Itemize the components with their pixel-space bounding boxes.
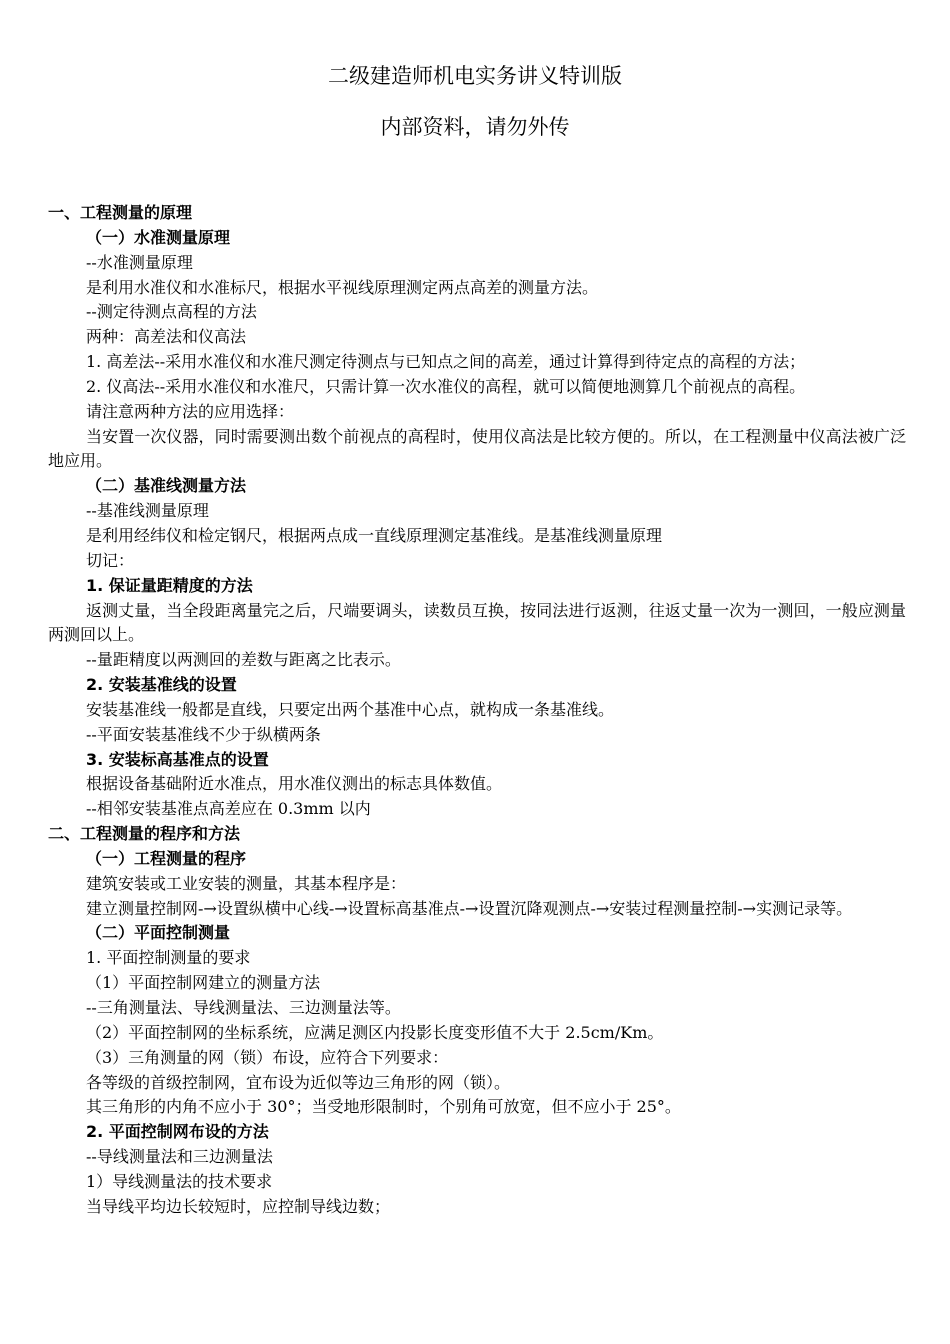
- paragraph-line: 建筑安装或工业安装的测量，其基本程序是：: [86, 873, 407, 893]
- document-body: [48, 201, 906, 1220]
- paragraph-line: --导线测量法和三边测量法: [86, 1147, 273, 1167]
- paragraph-line: 请注意两种方法的应用选择：: [86, 401, 295, 421]
- paragraph-line: 当导线平均边长较短时，应控制导线边数；: [86, 1196, 391, 1216]
- paragraph-line: --三角测量法、导线测量法、三边测量法等。: [86, 998, 401, 1017]
- paragraph-line: 其三角形的内角不应小于 30°；当受地形限制时，个别角可放宽，但不应小于 25°。: [86, 1097, 681, 1117]
- paragraph-line: 是利用水准仪和水准标尺，根据水平视线原理测定两点高差的测量方法。: [86, 277, 599, 297]
- section-heading: 二、工程测量的程序和方法: [48, 824, 241, 844]
- paragraph-line: --量距精度以两测回的差数与距离之比表示。: [86, 650, 401, 670]
- paragraph-line: 是利用经纬仪和检定钢尺，根据两点成一直线原理测定基准线。是基准线测量原理: [86, 525, 663, 545]
- subsection-heading: 1. 保证量距精度的方法: [86, 575, 253, 595]
- paragraph-line: （1）平面控制网建立的测量方法: [86, 973, 321, 993]
- paragraph: 1. 高差法--采用水准仪和水准尺测定待测点与已知点之间的高差，通过计算得到待定点的高程的方法；: [86, 352, 806, 372]
- paragraph-line: 1）导线测量法的技术要求: [86, 1171, 273, 1191]
- paragraph-line: （2）平面控制网的坐标系统，应满足测区内投影长度变形值不大于 2.5cm/Km。: [86, 1022, 664, 1042]
- paragraph-line: 1. 平面控制测量的要求: [86, 948, 251, 968]
- paragraph-line: 切记：: [86, 550, 135, 570]
- subsection-heading: （一）工程测量的程序: [86, 848, 247, 868]
- paragraph-line: 两种：高差法和仪高法: [86, 327, 247, 347]
- paragraph-line: （3）三角测量的网（锁）布设，应符合下列要求：: [86, 1047, 449, 1067]
- paragraph-line: 各等级的首级控制网，宜布设为近似等边三角形的网（锁）。: [86, 1072, 511, 1092]
- subsection-heading: 2. 安装基准线的设置: [86, 675, 237, 695]
- paragraph-line: --测定待测点高程的方法: [86, 302, 257, 322]
- paragraph-line: 根据设备基础附近水准点，用水准仪测出的标志具体数值。: [86, 774, 503, 794]
- paragraph-line: 安装基准线一般都是直线，只要定出两个基准中心点，就构成一条基准线。: [86, 699, 615, 719]
- paragraph-line: --平面安装基准线不少于纵横两条: [86, 724, 321, 744]
- document-title: 二级建造师机电实务讲义特训版: [328, 64, 622, 88]
- subsection-heading: （二）基准线测量方法: [86, 476, 247, 496]
- section-heading: 一、工程测量的原理: [48, 203, 193, 222]
- paragraph: 建立测量控制网-→设置纵横中心线-→设置标高基准点-→设置沉降观测点-→安装过程测量控制-→实测记录等。: [86, 898, 853, 918]
- subsection-heading: 2. 平面控制网布设的方法: [86, 1122, 269, 1142]
- paragraph: 2. 仪高法--采用水准仪和水准尺，只需计算一次水准仪的高程，就可以简便地测算几个前视点的高程。: [86, 376, 806, 396]
- paragraph-line: --水准测量原理: [86, 252, 193, 272]
- subsection-heading: （一）水准测量原理: [86, 227, 231, 247]
- paragraph: 返测丈量，当全段距离量完之后，尺端要调头，读数员互换，按同法进行返测，往返丈量一次为一测回，一般应测量两测回以上。: [48, 600, 906, 645]
- subsection-heading: （二）平面控制测量: [86, 923, 231, 943]
- paragraph: 当安置一次仪器，同时需要测出数个前视点的高程时，使用仪高法是比较方便的。所以，在工程测量中仪高法被广泛地应用。: [48, 426, 906, 471]
- document-subtitle: 内部资料，请勿外传: [380, 115, 570, 139]
- paragraph-line: --相邻安装基准点高差应在 0.3mm 以内: [86, 799, 371, 819]
- paragraph-line: --基准线测量原理: [86, 501, 209, 521]
- subsection-heading: 3. 安装标高基准点的设置: [86, 749, 269, 769]
